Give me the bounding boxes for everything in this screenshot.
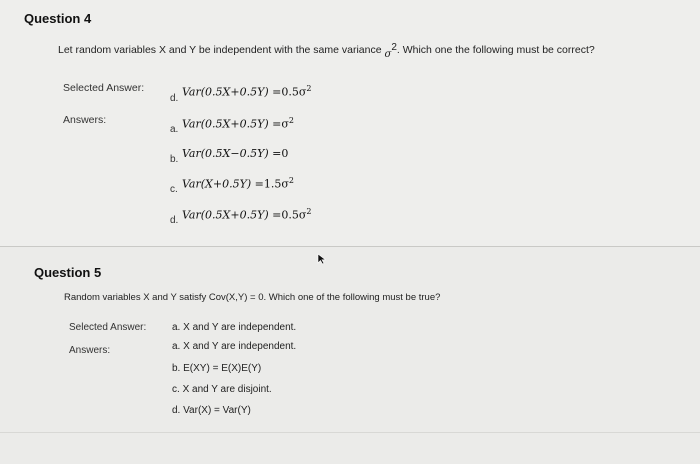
option-a-letter: a. xyxy=(170,124,179,135)
expr-lhs: Var(X+0.5Y) xyxy=(182,177,252,191)
option-c-letter: c. xyxy=(170,184,178,195)
expr-rhs: =σ xyxy=(272,117,289,131)
option-a xyxy=(172,341,296,352)
option-d-expression xyxy=(182,207,311,222)
option-a-expression xyxy=(182,116,294,131)
selected-answer-expression xyxy=(182,84,311,99)
expr-rhs: =0.5σ xyxy=(272,85,307,99)
selected-answer-text: X and Y are independent. xyxy=(183,322,297,333)
selected-answer-label: Selected Answer: xyxy=(69,322,147,333)
sigma-symbol: σ xyxy=(384,49,392,60)
question-5-title: Question 5 xyxy=(34,265,102,280)
expr-exponent: 2 xyxy=(306,84,312,93)
option-text: E(XY) = E(X)E(Y) xyxy=(183,363,262,374)
expr-lhs: Var(0.5X+0.5Y) xyxy=(182,117,269,131)
option-c xyxy=(172,384,272,395)
expr-exponent: 2 xyxy=(288,116,294,125)
question-4-prompt xyxy=(58,42,595,60)
option-b xyxy=(172,363,261,374)
option-text: X and Y are independent. xyxy=(183,341,297,352)
expr-exponent: 2 xyxy=(306,207,312,216)
selected-answer-letter: a. xyxy=(172,322,181,333)
selected-answer-letter: d. xyxy=(170,93,179,104)
expr-lhs: Var(0.5X+0.5Y) xyxy=(182,208,269,222)
option-letter: c. xyxy=(172,384,180,395)
option-text: Var(X) = Var(Y) xyxy=(183,405,251,416)
option-text: X and Y are disjoint. xyxy=(182,384,272,395)
expr-lhs: Var(0.5X+0.5Y) xyxy=(182,85,269,99)
option-b-expression xyxy=(182,147,288,160)
expr-lhs: Var(0.5X−0.5Y) xyxy=(182,147,269,160)
option-letter: a. xyxy=(172,341,181,352)
bottom-divider xyxy=(0,432,700,433)
answers-label: Answers: xyxy=(69,345,111,356)
sigma-exponent: 2 xyxy=(391,42,397,53)
option-letter: b. xyxy=(172,363,181,374)
option-letter: d. xyxy=(172,405,181,416)
expr-rhs: =0 xyxy=(272,147,289,160)
option-c-expression xyxy=(182,176,294,191)
question-4-title: Question 4 xyxy=(24,11,92,26)
expr-exponent: 2 xyxy=(288,176,294,185)
mouse-cursor-icon xyxy=(317,253,327,265)
option-d-letter: d. xyxy=(170,215,179,226)
question-4-prompt-text-end: . Which one the following must be correct? xyxy=(396,44,595,56)
question-5-prompt: Random variables X and Y satisfy Cov(X,Y) = 0. Which one of the following must be true? xyxy=(64,292,441,303)
expr-rhs: =0.5σ xyxy=(272,208,307,222)
option-d xyxy=(172,405,251,416)
option-b-letter: b. xyxy=(170,154,179,165)
question-4-prompt-text: Let random variables X and Y be independent with the same variance xyxy=(58,44,385,56)
selected-answer xyxy=(172,322,296,333)
expr-rhs: =1.5σ xyxy=(254,177,289,191)
selected-answer-label: Selected Answer: xyxy=(63,82,145,94)
answers-label: Answers: xyxy=(63,114,107,126)
